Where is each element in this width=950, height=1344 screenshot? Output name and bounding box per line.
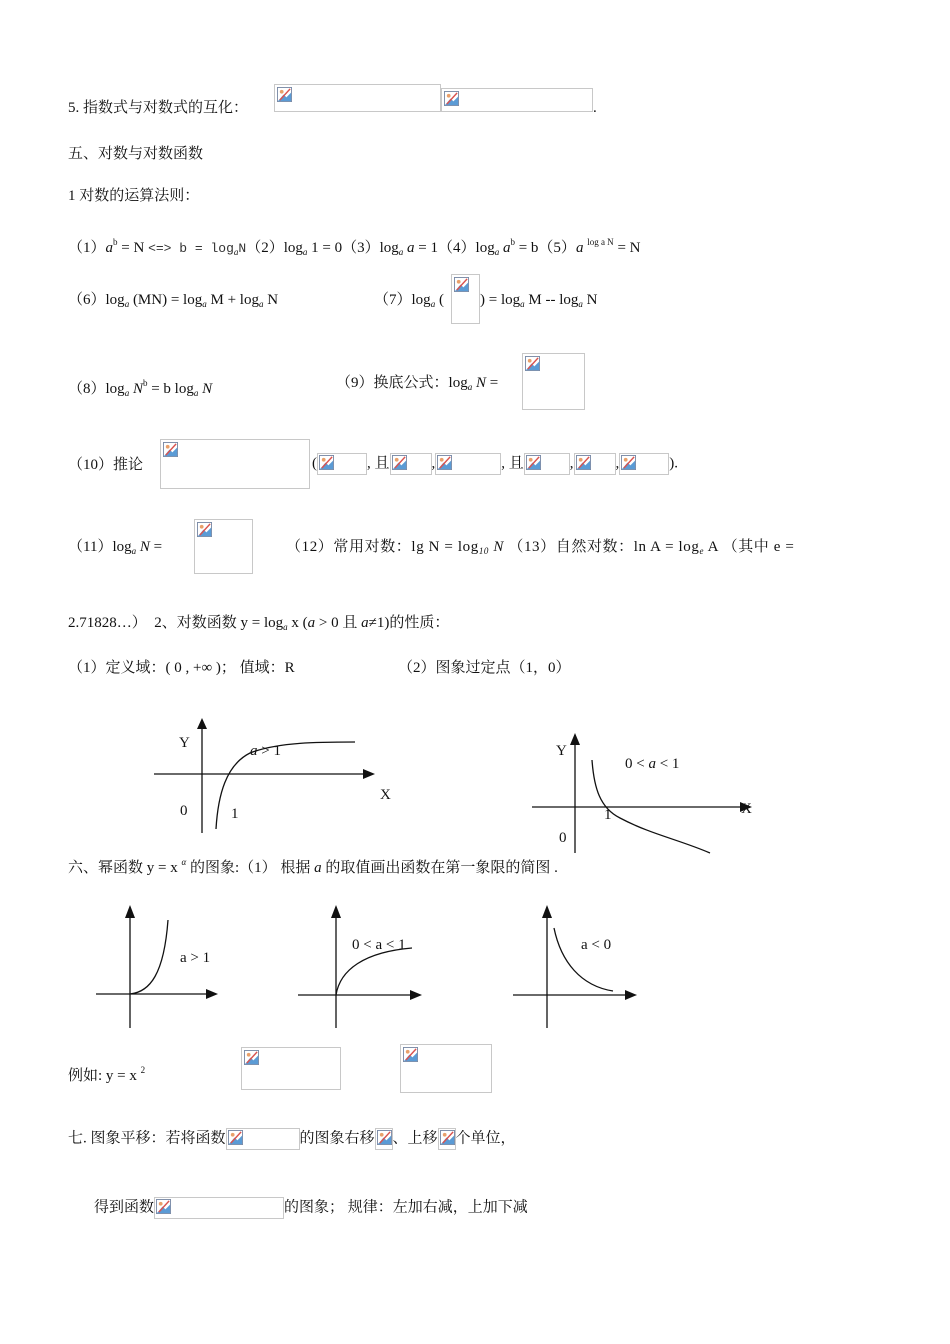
broken-image-icon <box>437 455 452 470</box>
origin-label: 0 <box>559 830 567 846</box>
y-axis-arrow <box>331 905 341 918</box>
power-graph-a-less-0 <box>509 900 644 1030</box>
rules-line-1: $(1)a^b = N$ <=> $b = \log_aN(2)\log_a$ $1 = 0(3)\log_a$ $a = 1(4)\log_a$ $a^b = b(5)a$ $^{log a N}$ = N <box>68 237 641 257</box>
corollary-image <box>160 439 310 489</box>
broken-image-icon <box>228 1130 243 1145</box>
condition-image <box>317 453 367 475</box>
rules-heading: 1 对数的运算法则： <box>68 188 200 204</box>
broken-image-icon <box>163 442 178 457</box>
section-six-title: 六、幂函数 y = x $^\alpha$ 的图象:（1） 根据 a 的取值画出函数在第一象限的简图 . <box>68 852 558 878</box>
power-curve <box>336 948 412 995</box>
broken-image-icon <box>244 1050 259 1065</box>
broken-image-icon <box>197 522 212 537</box>
section-seven-line-2: 得到函数 的图象； 规律：左加右减，上加下减 <box>94 1197 528 1219</box>
example-graph-image <box>400 1044 492 1093</box>
condition-image <box>435 453 501 475</box>
condition-label: a > 1 <box>250 743 281 759</box>
section-seven-line: 七. 图象平移：若将函数 的图象右移 、上移 个单位， <box>68 1128 516 1150</box>
x-axis-label: X <box>741 801 752 817</box>
sec5-label: 5. 指数式与对数式的互化： <box>68 100 249 116</box>
y-axis-arrow <box>570 733 580 745</box>
condition-label: 0 < a < 1 <box>352 937 406 953</box>
power-curve <box>130 920 168 994</box>
condition-label: 0 < a < 1 <box>625 756 680 772</box>
change-of-base-image <box>522 353 585 410</box>
domain-range-line: （1）定义域：( 0 , +∞ )； 值域：R <box>68 660 295 676</box>
broken-image-icon <box>621 455 636 470</box>
shift-image <box>375 1128 393 1150</box>
broken-image-icon <box>403 1047 418 1062</box>
sec5-dot: . <box>593 100 597 116</box>
shift-image <box>438 1128 456 1150</box>
example-line: 例如: y = x $^2$ <box>68 1065 146 1084</box>
rules-line-10: （10）推论 <box>68 457 144 473</box>
broken-image-icon <box>454 277 469 292</box>
point-one-label: 1 <box>231 806 239 822</box>
rules-line-12-13: （12）常用对数：$\lg N = \log_{10} N$ （13）自然对数：$\ln A = \log_e A$ （其中 e = <box>286 539 795 556</box>
x-axis-arrow <box>625 990 637 1000</box>
y-axis-arrow <box>125 905 135 918</box>
x-axis-label: X <box>380 787 391 803</box>
broken-image-icon <box>392 455 407 470</box>
y-axis-label: Y <box>556 743 567 759</box>
x-axis-arrow <box>363 769 375 779</box>
broken-image-icon <box>377 1130 392 1145</box>
x-axis-arrow <box>206 989 218 999</box>
example-graph-image <box>241 1047 341 1090</box>
rules-line-10-conditions: ( , 且 , , 且 , , ). <box>312 453 678 475</box>
log-graph-a-between-0-1 <box>530 730 760 855</box>
broken-image-icon <box>156 1199 171 1214</box>
log-identity-image <box>194 519 253 574</box>
formula-image <box>274 84 441 112</box>
section-five-title: 五、对数与对数函数 <box>68 146 204 162</box>
broken-image-icon <box>440 1130 455 1145</box>
condition-label: a > 1 <box>180 950 211 966</box>
y-axis-arrow <box>197 718 207 729</box>
broken-image-icon <box>444 91 459 106</box>
y-axis-label: Y <box>179 735 190 751</box>
fraction-image <box>451 274 480 324</box>
rules-line-9: （9）换底公式：$\log_a N$ = <box>336 375 499 392</box>
rules-line-7a: $(7)\log_a$ ( <box>374 292 444 309</box>
condition-image <box>619 453 669 475</box>
broken-image-icon <box>526 455 541 470</box>
condition-image <box>574 453 616 475</box>
rules-line-11: $(11)\log_a$ N = <box>68 539 163 556</box>
power-graph-a-greater-1 <box>92 900 227 1030</box>
rules-line-8: $(8)\log_a$ $N^b = b$ $\log_a N$ <box>68 378 213 398</box>
broken-image-icon <box>277 87 292 102</box>
log-graph-a-greater-1 <box>150 715 400 835</box>
power-graph-a-between-0-1 <box>294 900 429 1030</box>
broken-image-icon <box>576 455 591 470</box>
rules-line-7b: ) = $\log_a M -- \log_a N$ <box>480 292 598 309</box>
condition-image <box>390 453 432 475</box>
condition-label: a < 0 <box>581 937 612 953</box>
condition-image <box>524 453 570 475</box>
rules-line-6: $(6)\log_a$ $(MN) = \log_a M + \log_a N$ <box>68 292 279 309</box>
origin-label: 0 <box>180 803 188 819</box>
fixed-point-line: （2）图象过定点（1，0） <box>398 660 571 676</box>
broken-image-icon <box>319 455 334 470</box>
function-image <box>154 1197 284 1219</box>
x-axis-arrow <box>410 990 422 1000</box>
function-image <box>226 1128 300 1150</box>
log-function-line: 2.71828…） 2、对数函数 $y = \log_a x$ (a > 0 且 a≠1)的性质： <box>68 615 450 632</box>
broken-image-icon <box>525 356 540 371</box>
formula-image <box>441 88 593 112</box>
y-axis-arrow <box>542 905 552 918</box>
point-one-label: 1 <box>604 807 612 823</box>
